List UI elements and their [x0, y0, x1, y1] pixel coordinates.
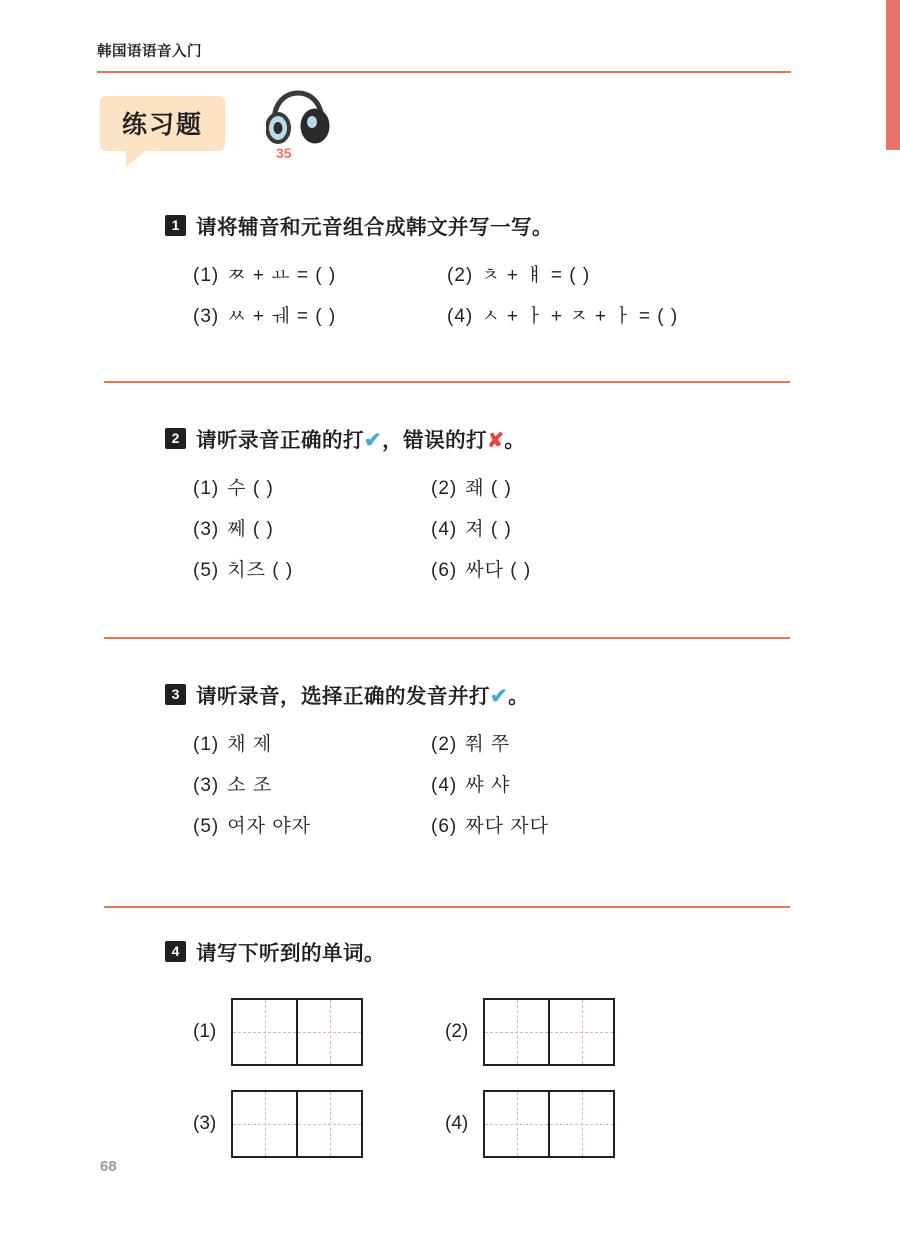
- section-1: [97, 210, 797, 342]
- item-2-5[interactable]: [193, 555, 431, 582]
- box-1-label: (1): [193, 1021, 217, 1042]
- section-2-title-part3: 。: [504, 429, 526, 452]
- item-1-1-label: (1): [193, 265, 220, 286]
- section-2-row-1: [193, 473, 797, 500]
- section-1-row-2: [193, 301, 797, 328]
- item-1-4-label: (4): [447, 306, 474, 327]
- section-3-row-3: [193, 811, 797, 838]
- item-2-3-text: 쩨 ( ): [227, 519, 274, 540]
- section-4-items: [193, 998, 797, 1158]
- item-2-2-label: (2): [431, 478, 458, 499]
- item-2-6-text: 싸다 ( ): [465, 560, 532, 581]
- section-1-number: 1: [165, 215, 186, 236]
- section-2-row-2: [193, 514, 797, 541]
- item-3-3[interactable]: [193, 770, 431, 797]
- section-3-row-2: [193, 770, 797, 797]
- writing-cell[interactable]: [548, 1092, 613, 1156]
- box-3-label: (3): [193, 1113, 217, 1134]
- item-3-4[interactable]: [431, 770, 510, 797]
- item-1-3-text: ㅆ + ㅞ = ( ): [227, 306, 337, 327]
- exercise-title-label: 练习题: [122, 111, 204, 139]
- item-2-1[interactable]: [193, 473, 431, 500]
- item-3-2-text: 쭤 쭈: [465, 734, 511, 755]
- edge-accent-bar: [886, 0, 900, 150]
- item-3-6-text: 짜다 자다: [465, 816, 549, 837]
- item-2-3[interactable]: [193, 514, 431, 541]
- divider-3: [104, 906, 790, 908]
- item-1-1[interactable]: [193, 260, 447, 287]
- section-2-title: [196, 423, 525, 453]
- writing-cell[interactable]: [233, 1092, 296, 1156]
- writing-cell[interactable]: [233, 1000, 296, 1064]
- exercise-title: [100, 96, 225, 151]
- writing-box-3[interactable]: [231, 1090, 363, 1158]
- writing-cell[interactable]: [296, 1000, 361, 1064]
- section-2-row-3: [193, 555, 797, 582]
- audio-track-number: 35: [276, 145, 292, 161]
- item-3-5[interactable]: [193, 811, 431, 838]
- item-3-1-text: 채 제: [227, 734, 273, 755]
- item-2-2-text: 좨 ( ): [465, 478, 512, 499]
- check-icon: ✔: [364, 429, 383, 452]
- item-1-4[interactable]: [447, 301, 678, 328]
- item-2-1-label: (1): [193, 478, 220, 499]
- item-3-6[interactable]: [431, 811, 549, 838]
- section-1-head: [165, 210, 797, 240]
- section-4-number: 4: [165, 941, 186, 962]
- section-4-title: 请写下听到的单词。: [196, 942, 385, 965]
- divider-2: [104, 637, 790, 639]
- section-2-number: 2: [165, 428, 186, 449]
- item-2-3-label: (3): [193, 519, 220, 540]
- writing-box-4[interactable]: [483, 1090, 615, 1158]
- section-3: [97, 679, 797, 852]
- item-1-3-label: (3): [193, 306, 220, 327]
- section-1-title: 请将辅音和元音组合成韩文并写一写。: [196, 216, 553, 239]
- item-2-6-label: (6): [431, 560, 458, 581]
- exercise-title-tag: [100, 96, 225, 151]
- item-2-5-text: 치즈 ( ): [227, 560, 294, 581]
- box-row-1: [193, 998, 797, 1066]
- writing-cell[interactable]: [548, 1000, 613, 1064]
- item-3-1[interactable]: [193, 729, 431, 756]
- item-2-4-text: 져 ( ): [465, 519, 512, 540]
- item-2-1-text: 수 ( ): [227, 478, 274, 499]
- section-3-items: [193, 729, 797, 838]
- item-3-2-label: (2): [431, 734, 458, 755]
- item-2-4-label: (4): [431, 519, 458, 540]
- section-2-head: [165, 423, 797, 453]
- divider-1: [104, 381, 790, 383]
- section-3-title: [196, 679, 529, 709]
- item-2-2[interactable]: [431, 473, 512, 500]
- section-2-items: [193, 473, 797, 582]
- running-title: 韩国语语音入门: [97, 44, 202, 60]
- section-4: [97, 936, 797, 1182]
- section-3-row-1: [193, 729, 797, 756]
- section-3-number: 3: [165, 684, 186, 705]
- box-2-label: (2): [445, 1021, 469, 1042]
- section-2-title-part1: 请听录音正确的打: [196, 429, 364, 452]
- item-1-4-text: ㅅ + ㅏ + ㅈ + ㅏ = ( ): [481, 306, 679, 327]
- item-1-3[interactable]: [193, 301, 447, 328]
- item-1-2-label: (2): [447, 265, 474, 286]
- section-2: [97, 423, 797, 596]
- item-1-2[interactable]: [447, 260, 590, 287]
- section-1-row-1: [193, 260, 797, 287]
- section-2-title-part2: ，错误的打: [382, 429, 488, 452]
- item-3-1-label: (1): [193, 734, 220, 755]
- header-divider: [97, 71, 791, 73]
- item-3-3-label: (3): [193, 775, 220, 796]
- item-3-5-label: (5): [193, 816, 220, 837]
- edge-lower-bar: [886, 150, 900, 1253]
- writing-box-1[interactable]: [231, 998, 363, 1066]
- section-3-title-part1: 请听录音，选择正确的发音并打: [196, 685, 490, 708]
- headphone-icon: [266, 88, 330, 150]
- page-number: 68: [100, 1158, 117, 1175]
- item-3-6-label: (6): [431, 816, 458, 837]
- writing-cell[interactable]: [296, 1092, 361, 1156]
- writing-cell[interactable]: [485, 1000, 548, 1064]
- item-3-5-text: 여자 야자: [227, 816, 311, 837]
- item-3-2[interactable]: [431, 729, 510, 756]
- item-3-3-text: 소 조: [227, 775, 273, 796]
- writing-box-2[interactable]: [483, 998, 615, 1066]
- section-1-items: [193, 260, 797, 328]
- tag-tail: [126, 149, 148, 167]
- box-row-2: [193, 1090, 797, 1158]
- section-4-head: [165, 936, 797, 966]
- box-4-label: (4): [445, 1113, 469, 1134]
- item-3-4-label: (4): [431, 775, 458, 796]
- section-3-head: [165, 679, 797, 709]
- section-3-title-part2: 。: [508, 685, 530, 708]
- cross-icon: ✘: [487, 430, 505, 452]
- item-1-2-text: ㅊ + ㅒ = ( ): [481, 265, 591, 286]
- item-1-1-text: ㅉ + ㅛ = ( ): [227, 265, 337, 286]
- item-2-6[interactable]: [431, 555, 531, 582]
- item-2-5-label: (5): [193, 560, 220, 581]
- writing-cell[interactable]: [485, 1092, 548, 1156]
- item-3-4-text: 쌰 샤: [465, 775, 511, 796]
- item-2-4[interactable]: [431, 514, 512, 541]
- check-icon-2: ✔: [490, 685, 509, 708]
